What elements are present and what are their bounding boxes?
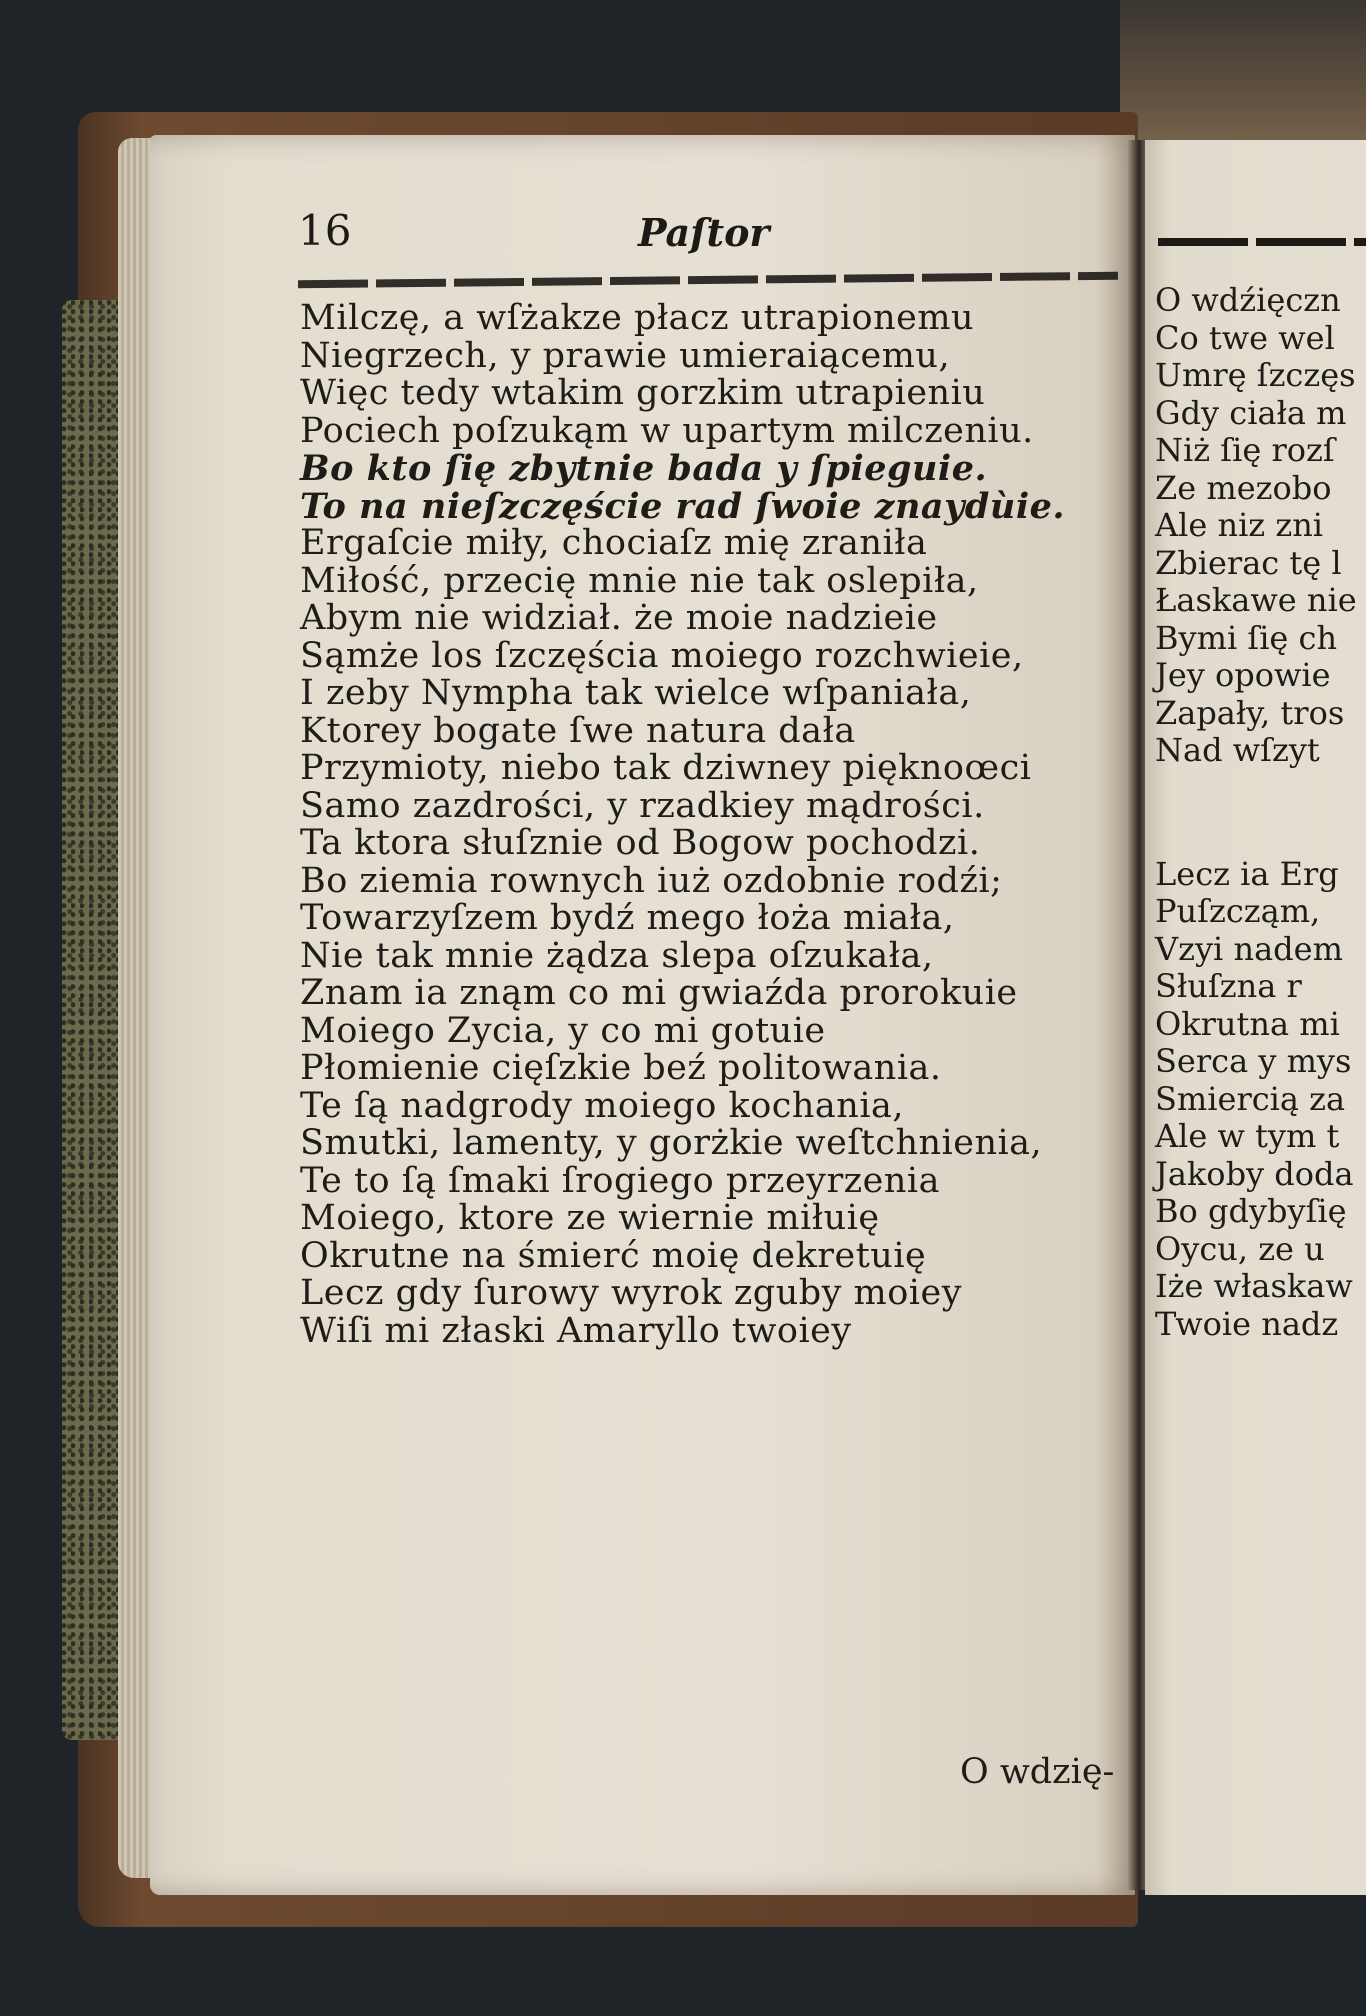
text-line: Okrutne na śmierć moię dekretuię xyxy=(300,1235,927,1276)
text-line: Te ſą nadgrody moiego kochania, xyxy=(300,1085,905,1126)
text-line: I zeby Nympha tak wielce wſpaniała, xyxy=(300,673,972,713)
text-line: Jey opowie xyxy=(1155,656,1331,694)
text-line: Niż ſię rozſ xyxy=(1155,431,1335,469)
text-line: Moiego Zycia, y co mi gotuie xyxy=(300,1010,826,1051)
text-line: Abym nie widział. że moie nadzieie xyxy=(300,598,938,638)
text-line: Ze mezobo xyxy=(1155,468,1332,507)
text-line-italic: Bo kto ſię zbytnie bada y ſpieguie. xyxy=(300,448,988,489)
text-line: Przymioty, niebo tak dziwney pięknoœci xyxy=(300,748,1032,788)
text-line: Lecz gdy ſurowy wyrok zguby moiey xyxy=(300,1273,962,1313)
text-line: Pociech poſzukąm w upartym milczeniu. xyxy=(300,410,1034,451)
text-line: Vzyi nadem xyxy=(1155,929,1343,968)
text-line: Bymi ſię ch xyxy=(1155,618,1338,657)
text-line: Gdy ciała m xyxy=(1155,393,1347,432)
text-line: Płomienie cięſzkie beź politowania. xyxy=(300,1048,942,1088)
text-line: O wdźięczn xyxy=(1155,281,1341,319)
text-line: Zbierac tę l xyxy=(1155,543,1342,582)
text-line: Ta ktora słuſznie od Bogow pochodzi. xyxy=(300,823,981,863)
right-header-rule xyxy=(1158,238,1366,246)
text-line: Serca y mys xyxy=(1155,1042,1352,1080)
text-line: Łaskawe nie xyxy=(1155,581,1357,619)
text-line: Bo ziemia rownych iuż ozdobnie rodźi; xyxy=(300,860,1003,901)
text-line: Umrę ſzczęs xyxy=(1155,356,1356,394)
left-page-text xyxy=(300,300,1130,1350)
text-line: Twoie nadz xyxy=(1155,1304,1339,1343)
text-line: Nad wſzyt xyxy=(1155,731,1320,769)
text-line: Więc tedy wtakim gorzkim utrapieniu xyxy=(300,373,986,413)
text-line: Lecz ia Erg xyxy=(1155,854,1339,893)
text-line: Iże właskaw xyxy=(1155,1267,1353,1305)
text-line: Znam ia znąm co mi gwiaźda prorokuie xyxy=(300,973,1018,1013)
text-line: Jakoby doda xyxy=(1155,1154,1354,1193)
text-line: Milczę, a wſżakze płacz utrapionemu xyxy=(300,298,975,338)
page-number: 16 xyxy=(298,206,352,255)
text-line: Samo zazdrości, y rzadkiey mądrości. xyxy=(300,785,985,826)
text-line: Bo gdybyſię xyxy=(1155,1192,1347,1230)
catchword: O wdzię- xyxy=(960,1752,1115,1792)
text-line: Te to ſą ſmaki ſrogiego przeyrzenia xyxy=(300,1160,940,1201)
right-page-text xyxy=(1155,282,1366,1343)
text-line: Towarzyſzem bydź mego łoża miała, xyxy=(300,898,955,938)
stanza-gap xyxy=(1155,770,1366,856)
text-line: Okrutna mi xyxy=(1155,1004,1340,1043)
text-line: Niegrzech, y prawie umieraiącemu, xyxy=(300,335,951,376)
text-line: Moiego, ktore ze wiernie miłuię xyxy=(300,1198,880,1238)
text-line: Co twe wel xyxy=(1155,318,1335,357)
text-line: Sąmże los ſzczęścia moiego rozchwieie, xyxy=(300,635,1024,676)
text-line: Ale niz zni xyxy=(1155,506,1324,544)
text-line: Ale w tym t xyxy=(1155,1117,1340,1155)
text-line: Smutki, lamenty, y gorżkie weſtchnienia, xyxy=(300,1123,1043,1163)
text-line: Puſzcząm, xyxy=(1155,892,1321,930)
running-head-title: Paſtor xyxy=(638,210,770,255)
text-line: Ergaſcie miły, chociaſz mię zraniła xyxy=(300,523,928,563)
text-line-italic: To na nieſzczęście rad ſwoie znaydùie. xyxy=(300,485,1066,527)
text-line: Ktorey bogate ſwe natura dała xyxy=(300,710,856,751)
text-line: Zapały, tros xyxy=(1155,693,1345,732)
text-line: Oycu, ze u xyxy=(1155,1229,1325,1268)
text-line: Smiercią za xyxy=(1155,1079,1346,1118)
text-line: Nie tak mnie żądza slepa oſzukała, xyxy=(300,935,934,976)
text-line: Słuſzna r xyxy=(1155,967,1302,1005)
running-header xyxy=(298,206,1118,266)
text-line: Wiſi mi złaski Amaryllo twoiey xyxy=(300,1310,852,1351)
text-line: Miłość, przecię mnie nie tak oslepiła, xyxy=(300,560,979,601)
